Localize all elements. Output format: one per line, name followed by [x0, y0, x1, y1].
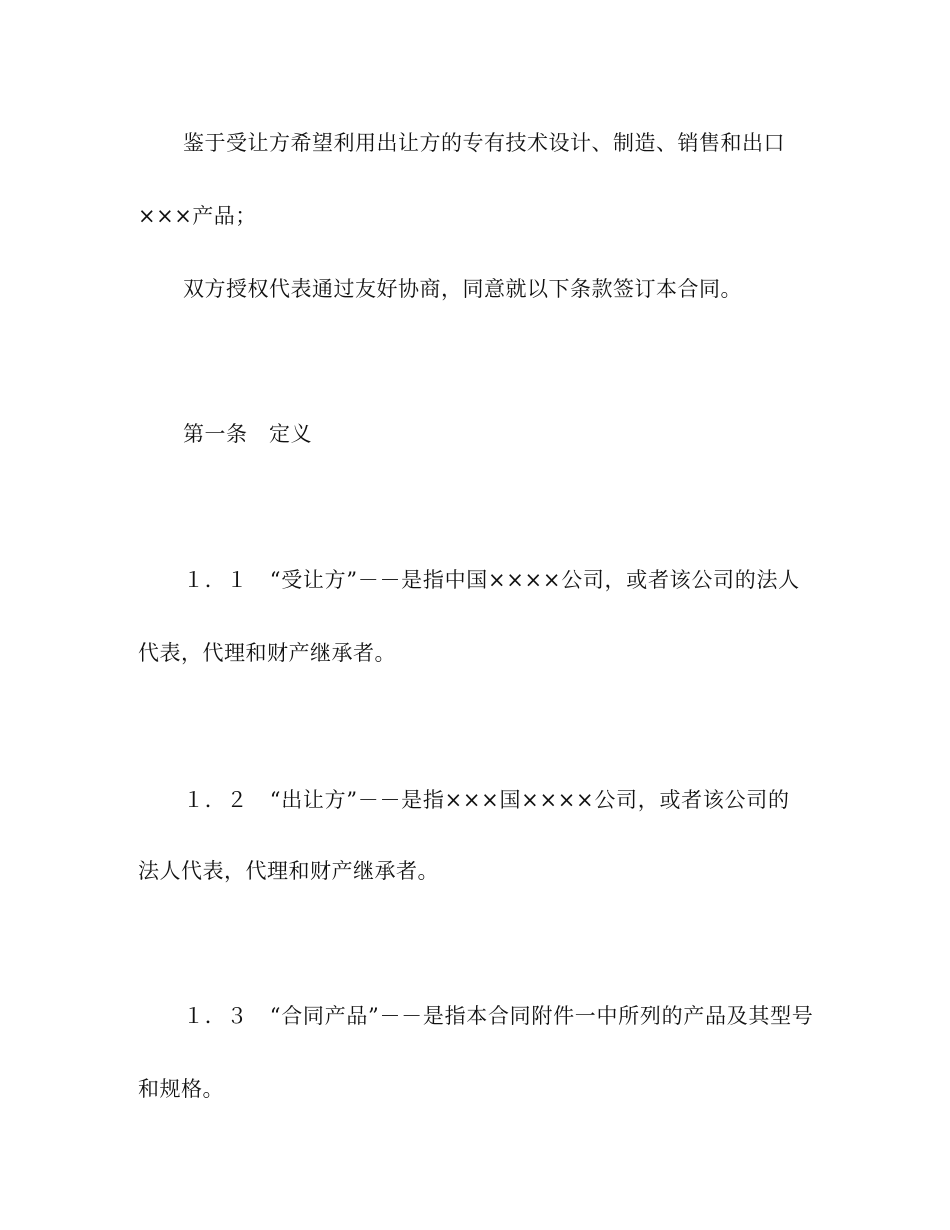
definition-2-line-2: 法人代表，代理和财产继承者。 [138, 859, 439, 883]
definition-1-line-1: １．１ “受让方”－－是指中国××××公司，或者该公司的法人 [183, 568, 800, 592]
preamble-line-2: ×××产品； [138, 204, 257, 228]
preamble-line-1: 鉴于受让方希望利用出让方的专有技术设计、制造、销售和出口 [183, 131, 785, 155]
article-heading: 第一条 定义 [183, 422, 312, 446]
definition-2-line-1: １．２ “出让方”－－是指×××国××××公司，或者该公司的 [183, 788, 790, 812]
preamble-line-3: 双方授权代表通过友好协商，同意就以下条款签订本合同。 [183, 277, 742, 301]
definition-3-line-2: 和规格。 [138, 1077, 224, 1101]
definition-3-line-1: １．３ “合同产品”－－是指本合同附件一中所列的产品及其型号 [183, 1004, 814, 1028]
definition-1-line-2: 代表，代理和财产继承者。 [138, 641, 396, 665]
